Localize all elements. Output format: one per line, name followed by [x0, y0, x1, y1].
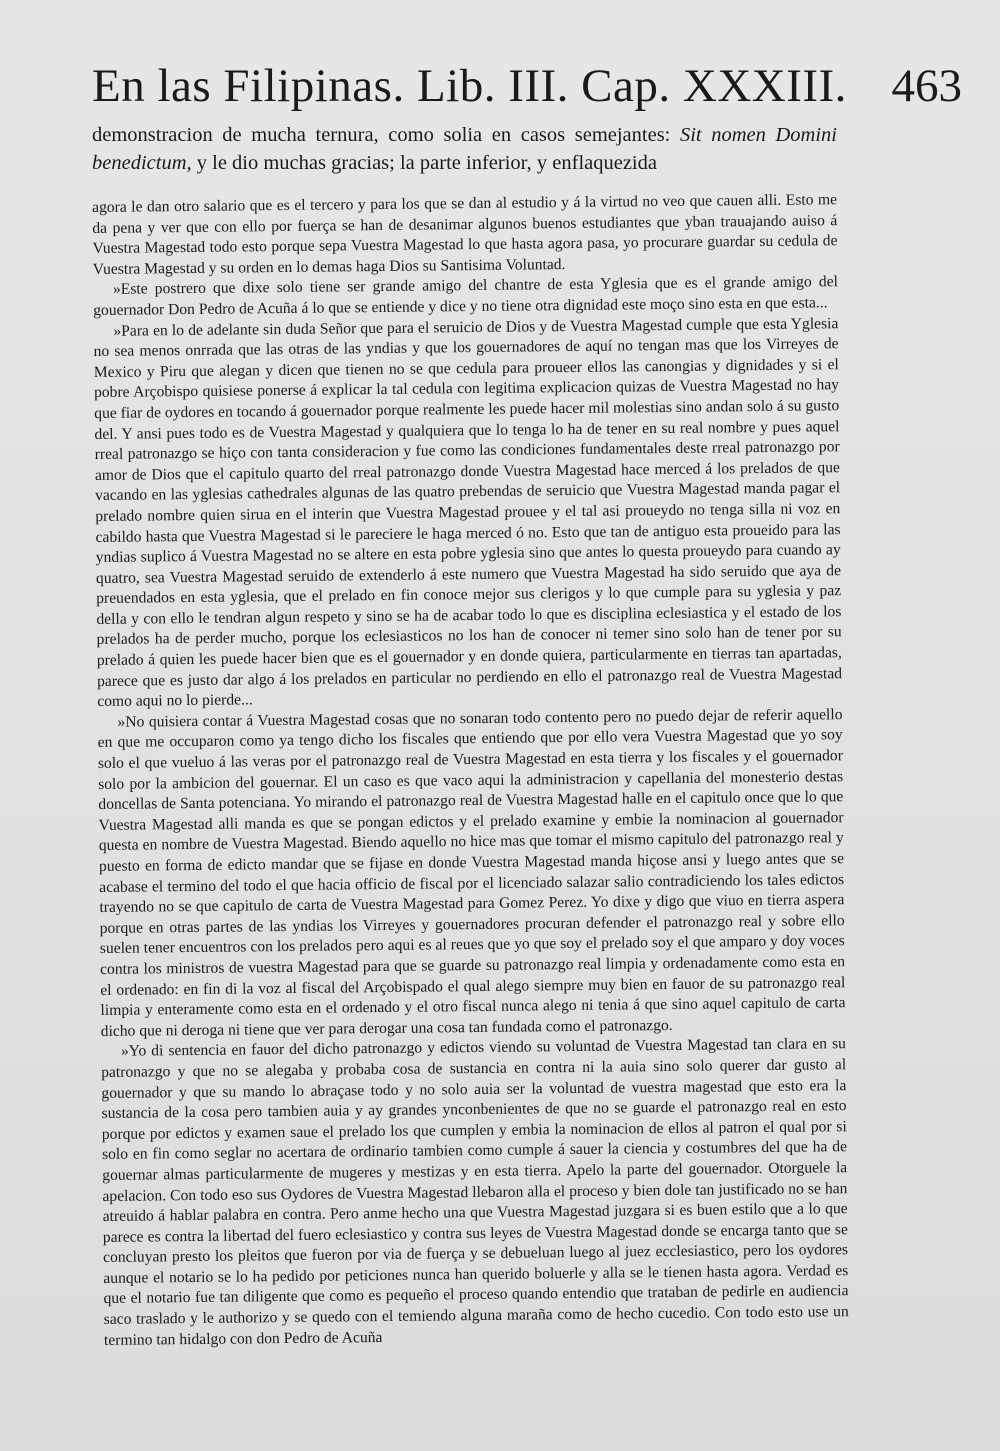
page-number: 463 [891, 60, 962, 112]
lead-paragraph [92, 122, 837, 177]
quoted-letter [92, 190, 849, 1378]
letter-paragraph-5: »Yo di sentencia en fauor del dicho patronazgo y edictos viendo su voluntad de Vuestra Magestad tan clara en su patronazgo y que no se alegaba y probaba cosa de sustancia en contra ni la auia sino solo querer dar gusto al gouernador y que su mando lo abraçase todo y no solo auia ser la voluntad de vuestra magestad que esto era la sustancia de la cosa pero tambien auia y ay grandes ynconbenientes de que no se guarde el patronazgo real en esto porque por edictos y examen saue el prelado los que cumplen y embia la nominacion de ellos al patron el qual por si solo en fin como seglar no acertara de ordinario tambien como cumple á sauer la ciencia y costumbres del que ha de gouernar almas particularmente de mugeres y mestizas y en esta tierra. Apelo la parte del gouernador. Otorguele la apelacion. Con todo eso sus Oydores de Vuestra Magestad llebaron alla el proceso y bien dole tan justificado no se han atreuido á hablar palabra en contra. Pero anme hecho una que Vuestra Magestad juzgara si es buen estilo que a lo que parece es contra la libertad del fuero eclesiastico y contra sus leyes de Vuestra Magestad donde se encarga tanto que se concluyan presto los pleitos que fueron por via de fuerça y se debueluan luego al juez ecclesiastico, pero los oydores aunque el notario se lo ha pedido por peticiones nunca han querido boluerle y alla se le tienen hasta agora. Verdad es que el notario fue tan diligente que como es pequeño el proceso quando entendio que trataban de pedirle en audiencia saco traslado y le authorizo y se quedo con el temiendo alguna maraña como de hecho cucedio. Con todo esto use un termino tan hidalgo con don Pedro de Acuña [101, 1035, 849, 1349]
lead-text-start: demonstracion de mucha ternura, como solia en casos semejantes: [92, 124, 680, 146]
running-title: En las Filipinas. Lib. III. Cap. XXXIII. [92, 60, 847, 112]
letter-paragraph-1: agora le dan otro salario que es el tercero y para los que se dan al estudio y á la virtud no veo que cauen alli. Esto me da pena y ver que con ello por fuerça se han de desanimar algunos buenos estudiantes que yban trauajando auiso á Vuestra Magestad todo esto porque sepa Vuestra Magestad lo que hasta agora pasa, yo procurare guardar su cedula de Vuestra Magestad y su orden en lo demas haga Dios su Santisima Voluntad. [92, 191, 838, 278]
letter-paragraph-3: »Para en lo de adelante sin duda Señor que para el seruicio de Dios y de Vuestra Magestad cumple que esta Yglesia no sea menos onrrada que las otras de las yndias y que los gouernadores de aquí no tengan mas que los Virreyes de Mexico y Piru que alegan y dicen que tienen no se que cedula para proueer ellos las canongias y dignidades y si el pobre Arçobispo quisiese ponerse á explicar la tal cedula con legitima explicacion quizas de Vuestra Magestad no hay que fiar de oydores en tocando á gouernador porque realmente les puede hacer mil molestias sino andan solo á su gusto del. Y ansi pues todo es de Vuestra Magestad y qualquiera que lo tenga lo ha de tener en su real nombre y pues aquel rreal patronazgo se hiço con tanta consideracion y fue como las condiciones fundamentales deste rreal patronazgo por amor de Dios que el capitulo quarto del rreal patronazgo donde Vuestra Magestad hace merced á los prelados de que vacando en las yglesias cathedrales algunas de las quatro prebendas de seruicio que Vuestra Magestad manda pagar el prelado nombre quien sirua en el interin que Vuestra Magestad prouee y el tal asi proueydo no tenga silla ni voz en cabildo hasta que Vuestra Magestad si le pareciere le haga merced ó no. Esto que tan de antiguo esta proueido para las yndias suplico á Vuestra Magestad no se altere en esta pobre yglesia sino que antes lo questa proueydo para cuando ay quatro, sea Vuestra Magestad seruido de extenderlo á este numero que Vuestra Magestad ha sido seruido que aya de preuendados en esta yglesia, que el prelado en fin conoce mejor sus clerigos y lo que cumple para su yglesia y paz della y con ello le tendran algun respeto y sino se ha de acabar todo lo que es disciplina eclesiastica y el estado de los prelados ha de perder mucho, porque los eclesiasticos no los han de conocer ni temer sino solo han de tener por su prelado á quien les puede hacer bien que es el gouernador y en donde quiera, particularmente en tierras tan apartadas, parece que es justo dar algo á los prelados en particular no perdiendo en ello el patronazgo real de Vuestra Magestad como aqui no lo pierde... [93, 314, 843, 711]
letter-paragraph-4: »No quisiera contar á Vuestra Magestad cosas que no sonaran todo contento pero no puedo dejar de referir aquello en que me occuparon como ya tengo dicho los fiscales que entiendo que por ello vera Vuestra Magestad que yo soy solo el que vueluo á las veras por el patronazgo real de Vuestra Magestad en esta tierra y los fiscales y el gouernador solo por la ambicion del gouernar. El un caso es que vaco aqui la administracion y capellania del monesterio destas doncellas de Santa potenciana. Yo mirando el patronazgo real de Vuestra Magestad halle en el capitulo once que lo que Vuestra Magestad alli manda es que se pongan edictos y el prelado examine y embie la nominacion al gouernador questa en nombre de Vuestra Magestad. Biendo aquello no hice mas que tomar el mismo capitulo del patronazgo real y puesto en forma de edicto mandar que se fijase en donde Vuestra Magestad manda hiçose ansi y luego antes que se acabase el termino del todo el que hacia officio de fiscal por el licenciado salazar salio contradiciendo los tales edictos trayendo no se que capitulo de carta de Vuestra Magestad para Gomez Perez. Yo dixe y digo que viuo en tierra aspera porque en otras partes de las yndias los Virreyes y gouernadores procuran defender el patronazgo real y sobre ello suelen tener encuentros con los prelados pero aqui es al reues que yo que soy el prelado soy el que amparo y doy voces contra los ministros de vuestra Magestad para que se guarde su patronazgo real limpia y ordenadamente como esta en el ordenado: en fin di la voz al fiscal del Arçobispado el qual alego siempre muy bien en fauor de su patronazgo real limpia y enteramente como esta en el ordenado y el otro fiscal nunca alego ni tenia á que sino aquel capitulo de carta dicho que ni deroga ni tiene que ver para derogar una cosa tan fundada como el patronazgo. [97, 706, 846, 1040]
letter-paragraph-2: »Este postrero que dixe solo tiene ser grande amigo del chantre de esta Yglesia que es el grande amigo del gouernador Don Pedro de Acuña á lo que se entiende y dice y no tiene otra dignidad este moço sino esta en que esta... [93, 273, 839, 319]
latin-phrase: Sit nomen Domini benedictum, [92, 124, 837, 174]
page-header [92, 56, 962, 116]
lead-text-end: y le dio muchas gracias; la parte inferior, y enflaquezida [191, 151, 657, 174]
